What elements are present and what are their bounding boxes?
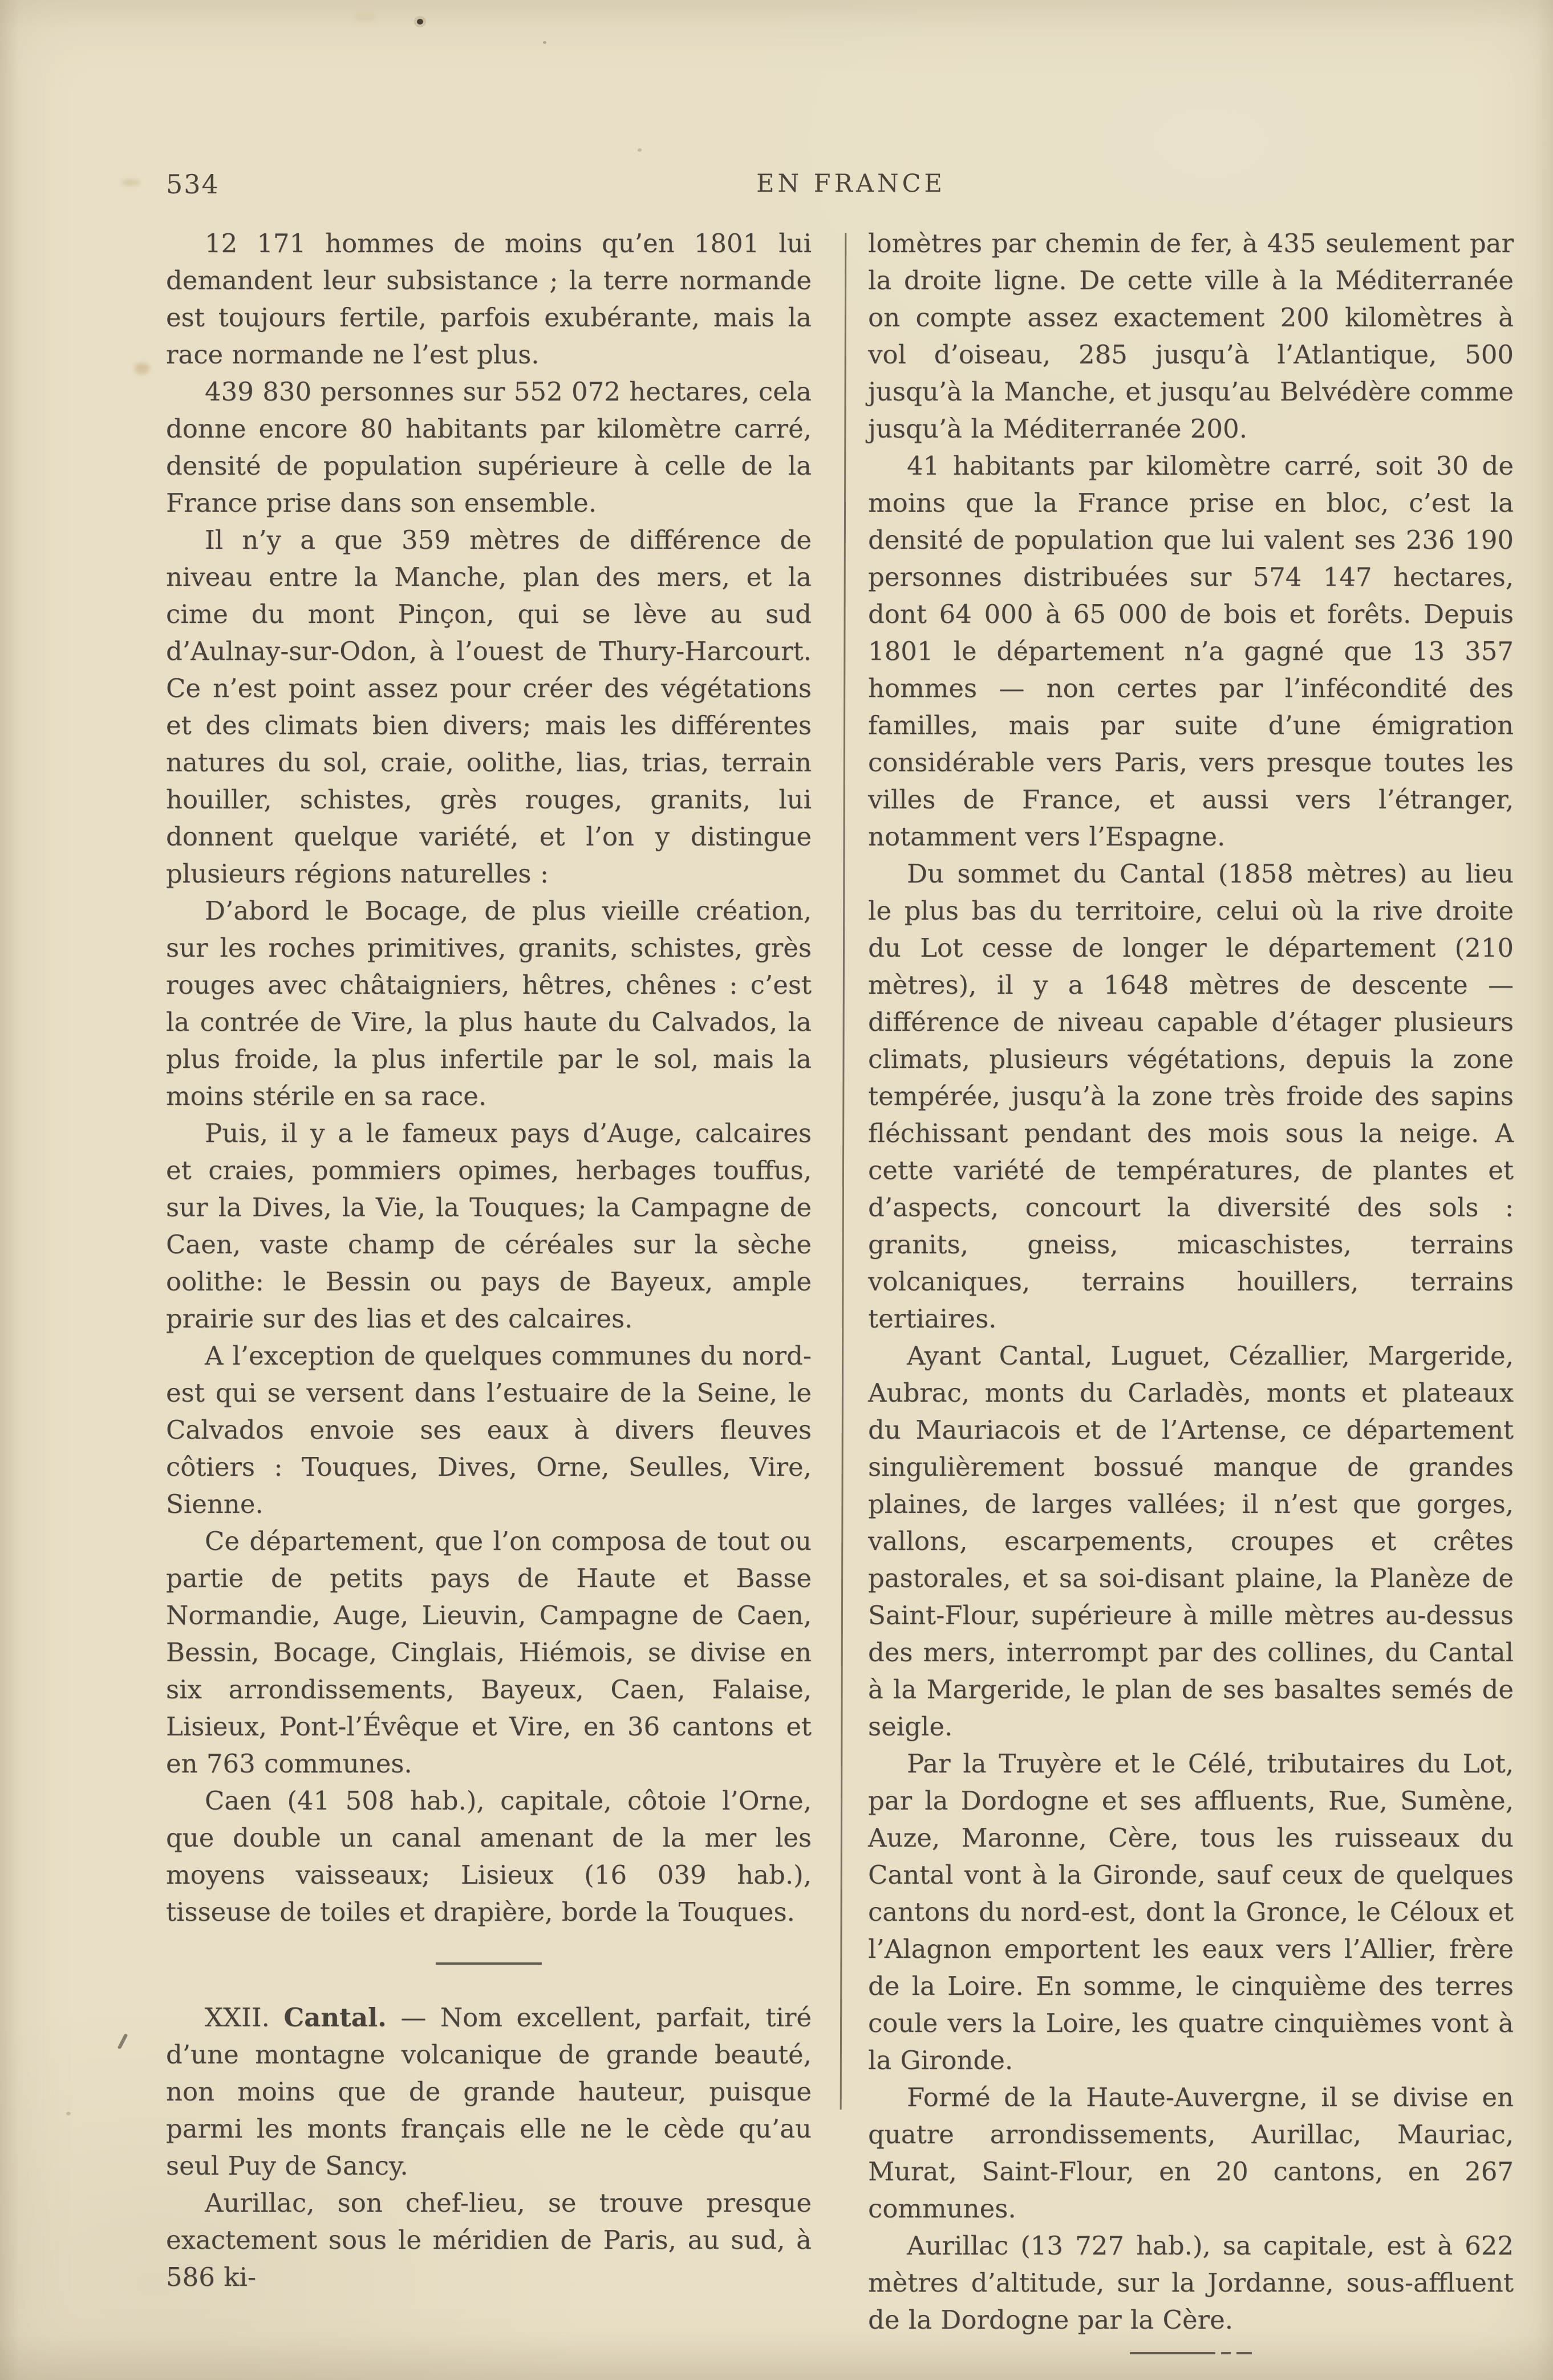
right-column xyxy=(868,225,1514,2354)
paragraph: Par la Truyère et le Célé, tributaires du Lot, par la Dordogne et ses affluents, Rue, Sumène, Auze, Maronne, Cère, tous les ruisseaux du Cantal vont à la Gironde, sauf ceux de quelques cantons du nord-est, dont la Gronce, le Céloux et l’Alagnon emportent les eaux vers l’Allier, frère de la Loire. En somme, le cinquième des terres coule vers la Loire, les quatre cinquièmes vont à la Gironde. xyxy=(868,1748,1514,2075)
section-separator-rule xyxy=(436,1962,542,1965)
paragraph: Aurillac (13 727 hab.), sa capitale, est à 622 mètres d’altitude, sur la Jordanne, sous-affluent de la Dordogne par la Cère. xyxy=(868,2231,1514,2335)
rule-segment xyxy=(1221,2352,1231,2354)
paper-stain xyxy=(135,363,149,374)
paragraph: Puis, il y a le fameux pays d’Auge, calcaires et craies, pommiers opimes, herbages touffus, sur la Dives, la Vie, la Touques; la Campagne de Caen, vaste champ de céréales sur la sèche oolithe: le Bessin ou pays de Bayeux, ample prairie sur des lias et des calcaires. xyxy=(166,1118,812,1334)
handwritten-margin-mark xyxy=(117,2033,128,2050)
ink-speck xyxy=(638,148,642,152)
paragraph: Caen (41 508 hab.), capitale, côtoie l’Orne, que double un canal amenant de la mer les moyens vaisseaux; Lisieux (16 039 hab.), tisseuse de toiles et drapière, borde la Touques. xyxy=(166,1786,812,1927)
paragraph: Ce département, que l’on composa de tout ou partie de petits pays de Haute et Basse Normandie, Auge, Lieuvin, Campagne de Caen, Bessin, Bocage, Cinglais, Hiémois, se divise en six arrondissements, Bayeux, Caen, Falaise, Lisieux, Pont-l’Évêque et Vire, en 36 cantons et en 763 communes. xyxy=(166,1526,812,1779)
paragraph: 439 830 personnes sur 552 072 hectares, cela donne encore 80 habitants par kilomètre carré, densité de population supérieure à celle de la France prise dans son ensemble. xyxy=(166,377,812,518)
paragraph: D’abord le Bocage, de plus vieille création, sur les roches primitives, granits, schistes, grès rouges avec châtaigniers, hêtres, chênes : c’est la contrée de Vire, la plus haute du Calvados, la plus froide, la plus infertile par le sol, mais la moins stérile en sa race. xyxy=(166,896,812,1111)
ink-speck xyxy=(543,41,546,44)
ink-speck xyxy=(417,19,423,25)
section-title: Cantal. xyxy=(283,2002,387,2033)
paragraph: Formé de la Haute-Auvergne, il se divise en quatre arrondissements, Aurillac, Mauriac, Murat, Saint-Flour, en 20 cantons, en 267 communes. xyxy=(868,2082,1514,2224)
paragraph-cantal-heading xyxy=(166,1999,812,2184)
running-title: EN FRANCE xyxy=(756,169,946,198)
paragraph: Il n’y a que 359 mètres de différence de niveau entre la Manche, plan des mers, et la cime du mont Pinçon, qui se lève au sud d’Aulnay-sur-Odon, à l’ouest de Thury-Harcourt. Ce n’est point assez pour créer des végétations et des climats bien divers; mais les différentes natures du sol, craie, oolithe, lias, trias, terrain houiller, schistes, grès rouges, granits, lui donnent quelque variété, et l’on y distingue plusieurs régions naturelles : xyxy=(166,525,812,889)
end-of-entry-rule xyxy=(868,2352,1514,2354)
section-number: XXII. xyxy=(205,2002,270,2033)
paragraph: Aurillac, son chef-lieu, se trouve presque exactement sous le méridien de Paris, au sud, à 586 ki- xyxy=(166,2188,812,2292)
left-column xyxy=(166,225,812,2296)
paragraph-continuation: lomètres par chemin de fer, à 435 seulement par la droite ligne. De cette ville à la Méditerranée on compte assez exactement 200 kilomètres à vol d’oiseau, 285 jusqu’à l’Atlantique, 500 jusqu’à la Manche, et jusqu’au Belvédère comme jusqu’à la Méditerranée 200. xyxy=(868,228,1514,444)
rule-segment xyxy=(1236,2352,1252,2354)
column-divider-rule xyxy=(840,233,847,2110)
paper-stain xyxy=(354,11,376,22)
paragraph: A l’exception de quelques communes du nord-est qui se versent dans l’estuaire de la Seine, le Calvados envoie ses eaux à divers fleuves côtiers : Touques, Dives, Orne, Seulles, Vire, Sienne. xyxy=(166,1341,812,1519)
paragraph: Du sommet du Cantal (1858 mètres) au lieu le plus bas du territoire, celui où la rive droite du Lot cesse de longer le département (210 mètres), il y a 1648 mètres de descente — différence de niveau capable d’étager plusieurs climats, plusieurs végétations, depuis la zone tempérée, jusqu’à la zone très froide des sapins fléchissant pendant des mois sous la neige. A cette variété de températures, de plantes et d’aspects, concourt la diversité des sols : granits, gneiss, micaschistes, terrains volcaniques, terrains houillers, terrains tertiaires. xyxy=(868,859,1514,1334)
section-text: — Nom excellent, parfait, tiré d’une montagne volcanique de grande beauté, non moins que de grande hauteur, puisque parmi les monts français elle ne le cède qu’au seul Puy de Sancy. xyxy=(166,2002,812,2181)
rule-segment xyxy=(1130,2352,1215,2354)
page-number: 534 xyxy=(166,169,220,200)
paragraph: Ayant Cantal, Luguet, Cézallier, Margeride, Aubrac, monts du Carladès, monts et plateaux du Mauriacois et de l’Artense, ce département singulièrement bossué manque de grandes plaines, de larges vallées; il n’est que gorges, vallons, escarpements, croupes et crêtes pastorales, et sa soi-disant plaine, la Planèze de Saint-Flour, supérieure à mille mètres au-dessus des mers, interrompt par des collines, du Cantal à la Margeride, le plan de ses basaltes semés de seigle. xyxy=(868,1341,1514,1742)
paragraph: 41 habitants par kilomètre carré, soit 30 de moins que la France prise en bloc, c’est la densité de population que lui valent ses 236 190 personnes distribuées sur 574 147 hectares, dont 64 000 à 65 000 de bois et forêts. Depuis 1801 le département n’a gagné que 13 357 hommes — non certes par l’infécondité des familles, mais par suite d’une émigration considérable vers Paris, vers presque toutes les villes de France, et aussi vers l’étranger, notamment vers l’Espagne. xyxy=(868,451,1514,852)
paper-stain xyxy=(121,179,140,186)
paragraph: 12 171 hommes de moins qu’en 1801 lui demandent leur subsistance ; la terre normande est toujours fertile, parfois exubérante, mais la race normande ne l’est plus. xyxy=(166,228,812,370)
ink-speck xyxy=(66,2112,71,2115)
